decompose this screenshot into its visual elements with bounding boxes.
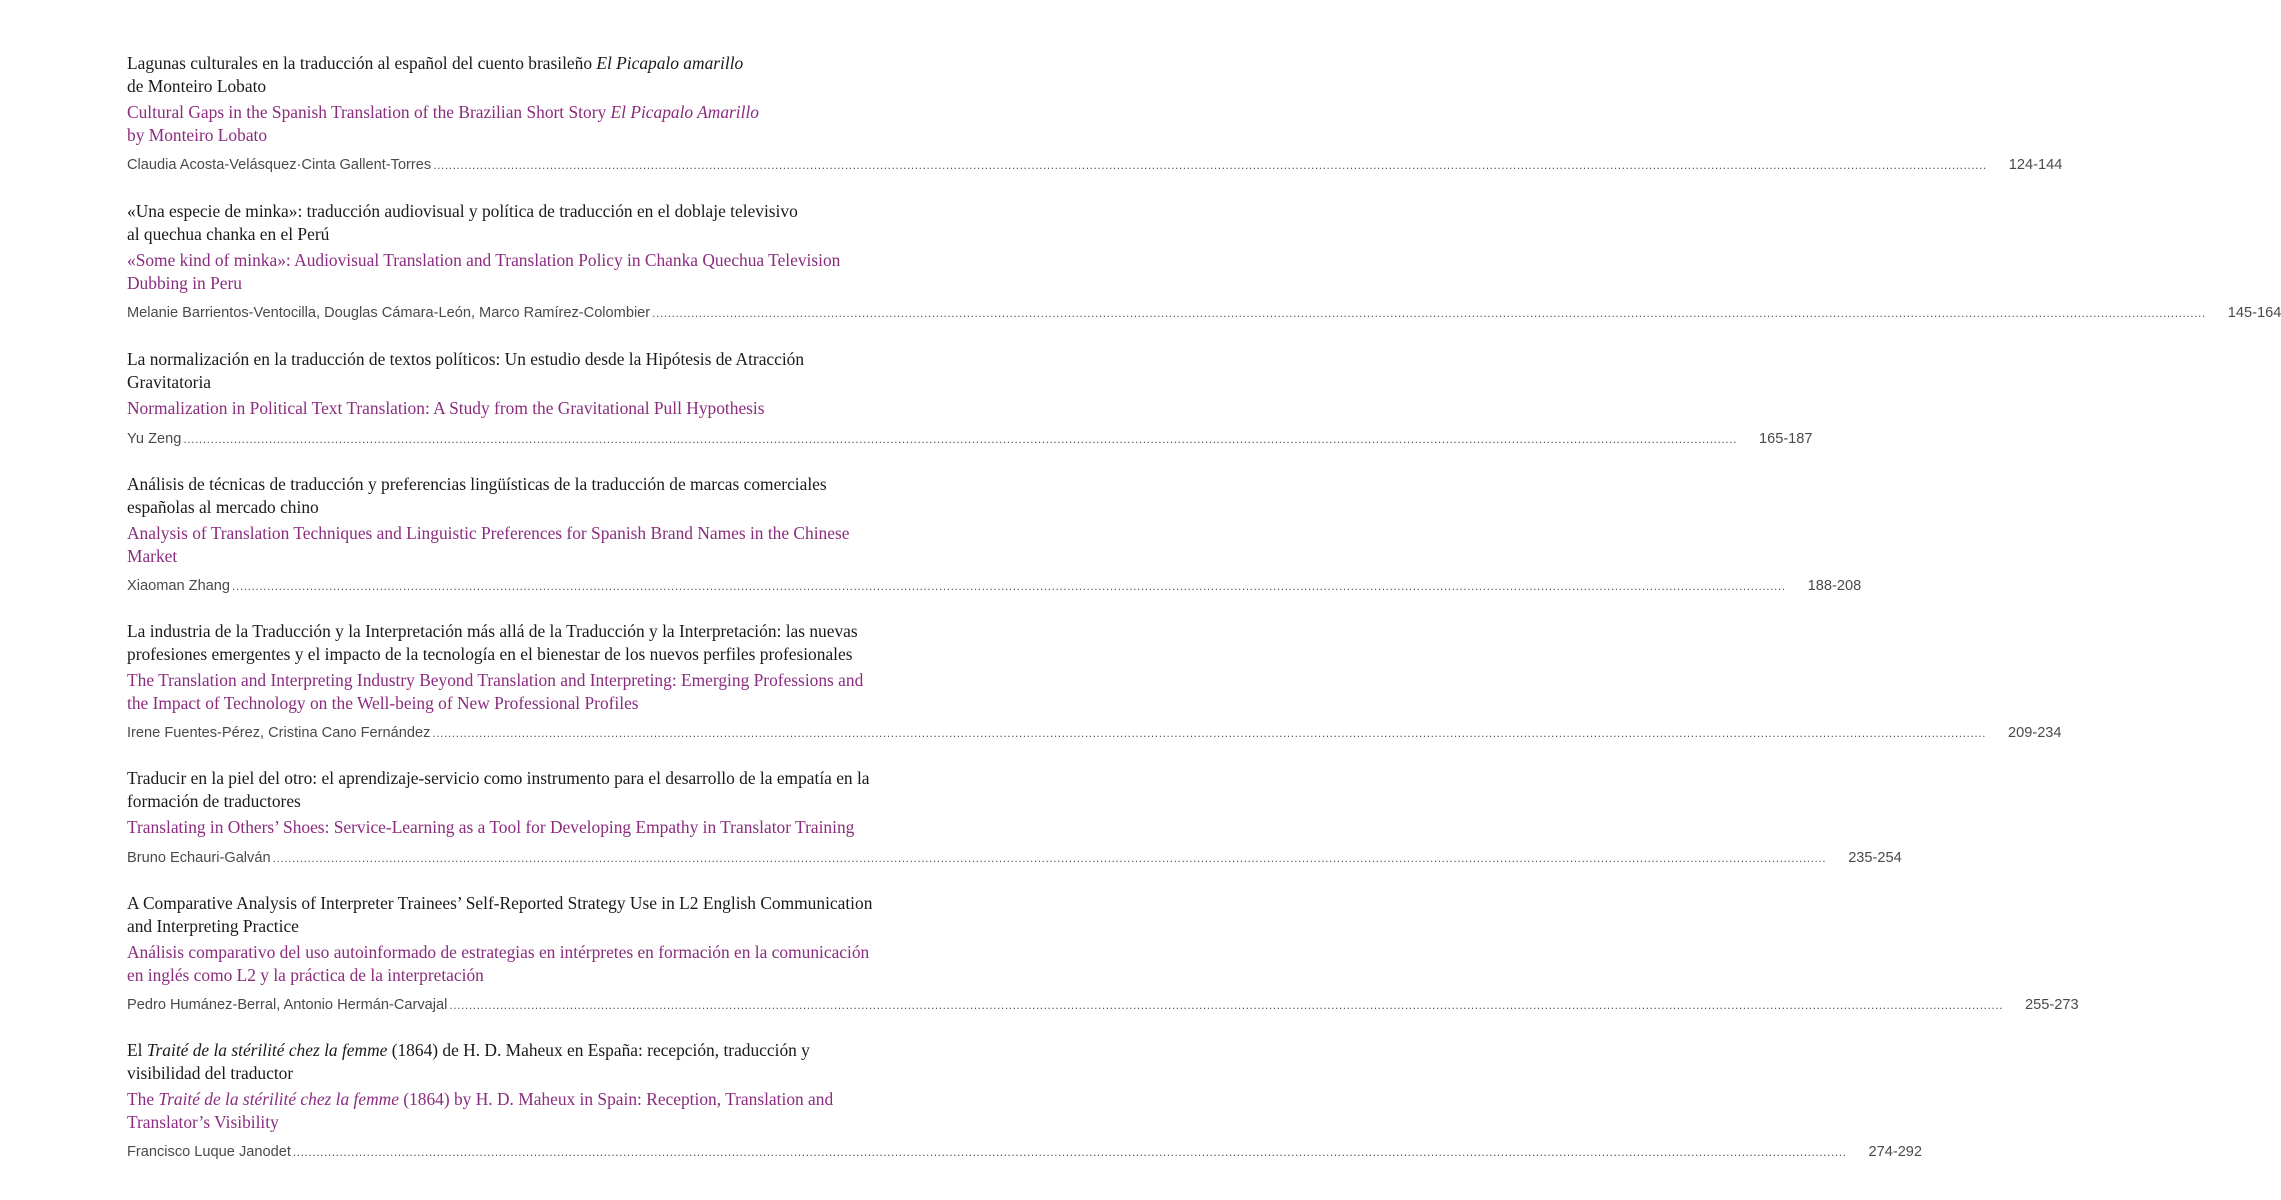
text-segment: «Una especie de minka»: traducción audiovisual y política de traducción en el doblaje televisivo (127, 201, 798, 221)
toc-entry (127, 620, 2062, 745)
text-segment: de Monteiro Lobato (127, 75, 267, 96)
text-segment: Analysis of Translation Techniques and Linguistic Preferences for Spanish Brand Names in the Chinese (127, 523, 850, 543)
entry-translated-title (127, 249, 927, 294)
text-segment: El (127, 1040, 147, 1060)
italic-text: El Picapalo Amarillo (610, 102, 759, 122)
text-segment: en inglés como L2 y la práctica de la interpretación (127, 964, 484, 985)
text-segment: Translating in Others’ Shoes: Service-Learning as a Tool for Developing Empathy in Translator Training (127, 817, 855, 837)
text-segment: Normalization in Political Text Translation: A Study from the Gravitational Pull Hypothesis (127, 398, 765, 418)
entry-title (127, 1039, 927, 1084)
text-segment: Traducir en la piel del otro: el aprendizaje-servicio como instrumento para el desarrollo de la empatía en la (127, 768, 870, 788)
entry-pages: 124-144 (2008, 157, 2063, 173)
entry-translated-title (127, 941, 927, 986)
text-segment: (1864) de H. D. Maheux en España: recepción, traducción y (387, 1040, 810, 1060)
text-segment: Lagunas culturales en la traducción al español del cuento brasileño (127, 53, 597, 73)
entry-title (127, 620, 927, 665)
entry-title (127, 473, 927, 518)
entry-authors: Xiaoman Zhang (127, 578, 231, 594)
entry-pages: 274-292 (1868, 1144, 1923, 1160)
entry-byline (127, 1144, 1923, 1164)
entry-pages: 235-254 (1848, 849, 1902, 866)
entry-translated-title (127, 522, 927, 567)
text-segment: españolas al mercado chino (127, 496, 319, 517)
toc-entry (127, 892, 2079, 1017)
text-segment: Gravitatoria (127, 371, 212, 392)
entry-authors: Melanie Barrientos-Ventocilla, Douglas Cámara-León, Marco Ramírez-Colombier (127, 305, 651, 321)
dot-leader: ................................................................................................................................................................................................................................................................................................................................................................................................................ (183, 431, 1737, 446)
text-segment: The (127, 1089, 159, 1109)
entry-title (127, 767, 927, 812)
text-segment: La industria de la Traducción y la Interpretación más allá de la Traducción y la Interpretación: las nuevas (127, 621, 858, 641)
entry-title (127, 52, 927, 97)
dot-leader: ................................................................................................................................................................................................................................................................................................................................................................................................................ (272, 850, 1827, 865)
text-segment: Market (127, 545, 178, 566)
entry-byline (127, 997, 2079, 1017)
toc-entry (127, 473, 1862, 598)
italic-text: El Picapalo amarillo (596, 53, 744, 73)
entry-authors: Irene Fuentes-Pérez, Cristina Cano Fernández (127, 725, 431, 741)
entry-pages: 255-273 (2025, 997, 2079, 1013)
entry-authors: Claudia Acosta-Velásquez·Cinta Gallent-Torres (127, 157, 432, 173)
entry-authors: Francisco Luque Janodet (127, 1144, 291, 1160)
text-segment: profesiones emergentes y el impacto de la tecnología en el bienestar de los nuevos perfiles profesionales (127, 643, 853, 664)
toc-entry (127, 1039, 1923, 1164)
entry-title (127, 200, 927, 245)
toc-entry (127, 200, 2281, 325)
entry-byline (127, 849, 1902, 870)
entry-byline (127, 578, 1862, 598)
toc-entry (127, 767, 1902, 870)
entry-translated-title (127, 1088, 927, 1133)
text-segment: La normalización en la traducción de textos políticos: Un estudio desde la Hipótesis de Atracción (127, 349, 805, 369)
entry-pages: 145-164 (2227, 305, 2281, 321)
entry-translated-title (127, 101, 927, 146)
dot-leader: ................................................................................................................................................................................................................................................................................................................................................................................................................ (292, 1145, 1847, 1159)
entry-byline (127, 430, 1813, 451)
text-segment: Análisis de técnicas de traducción y preferencias lingüísticas de la traducción de marcas comerciales (127, 474, 827, 494)
text-segment: (1864) by H. D. Maheux in Spain: Reception, Translation and (398, 1089, 834, 1109)
toc-entry (127, 348, 1813, 451)
entry-byline (127, 725, 2062, 745)
entry-pages: 165-187 (1758, 430, 1813, 447)
dot-leader: ................................................................................................................................................................................................................................................................................................................................................................................................................ (652, 306, 2206, 320)
dot-leader: ................................................................................................................................................................................................................................................................................................................................................................................................................ (432, 726, 1986, 740)
entry-authors: Bruno Echauri-Galván (127, 849, 271, 866)
italic-text: Traité de la stérilité chez la femme (146, 1040, 388, 1060)
entry-byline (127, 305, 2281, 325)
entry-authors: Pedro Humánez-Berral, Antonio Hermán-Carvajal (127, 997, 448, 1013)
text-segment: formación de traductores (127, 790, 301, 811)
entry-translated-title (127, 816, 927, 839)
text-segment: «Some kind of minka»: Audiovisual Translation and Translation Policy in Chanka Quechua Television (127, 250, 841, 270)
text-segment: Cultural Gaps in the Spanish Translation of the Brazilian Short Story (127, 102, 611, 122)
entry-title (127, 348, 927, 393)
entry-byline (127, 157, 2063, 177)
entry-translated-title (127, 669, 927, 714)
dot-leader: ................................................................................................................................................................................................................................................................................................................................................................................................................ (232, 579, 1786, 593)
italic-text: Traité de la stérilité chez la femme (158, 1089, 399, 1109)
text-segment: and Interpreting Practice (127, 915, 299, 936)
dot-leader: ................................................................................................................................................................................................................................................................................................................................................................................................................ (433, 158, 1987, 172)
entry-pages: 209-234 (2007, 725, 2062, 741)
text-segment: The Translation and Interpreting Industry Beyond Translation and Interpreting: Emerging Professions and (127, 670, 864, 690)
text-segment: Análisis comparativo del uso autoinformado de estrategias en intérpretes en formación en la comunicación (127, 942, 870, 962)
entry-authors: Yu Zeng (127, 430, 182, 447)
toc-entry (127, 52, 2063, 177)
text-segment: Dubbing in Peru (127, 272, 242, 293)
text-segment: the Impact of Technology on the Well-being of New Professional Profiles (127, 692, 639, 713)
text-segment: Translator’s Visibility (127, 1111, 279, 1132)
text-segment: al quechua chanka en el Perú (127, 223, 330, 244)
entry-title (127, 892, 927, 937)
text-segment: by Monteiro Lobato (127, 124, 268, 145)
dot-leader: ................................................................................................................................................................................................................................................................................................................................................................................................................ (449, 998, 2003, 1012)
text-segment: A Comparative Analysis of Interpreter Trainees’ Self-Reported Strategy Use in L2 English Communication (127, 893, 873, 913)
text-segment: visibilidad del traductor (127, 1062, 294, 1083)
entry-translated-title (127, 397, 927, 420)
entry-pages: 188-208 (1807, 578, 1862, 594)
